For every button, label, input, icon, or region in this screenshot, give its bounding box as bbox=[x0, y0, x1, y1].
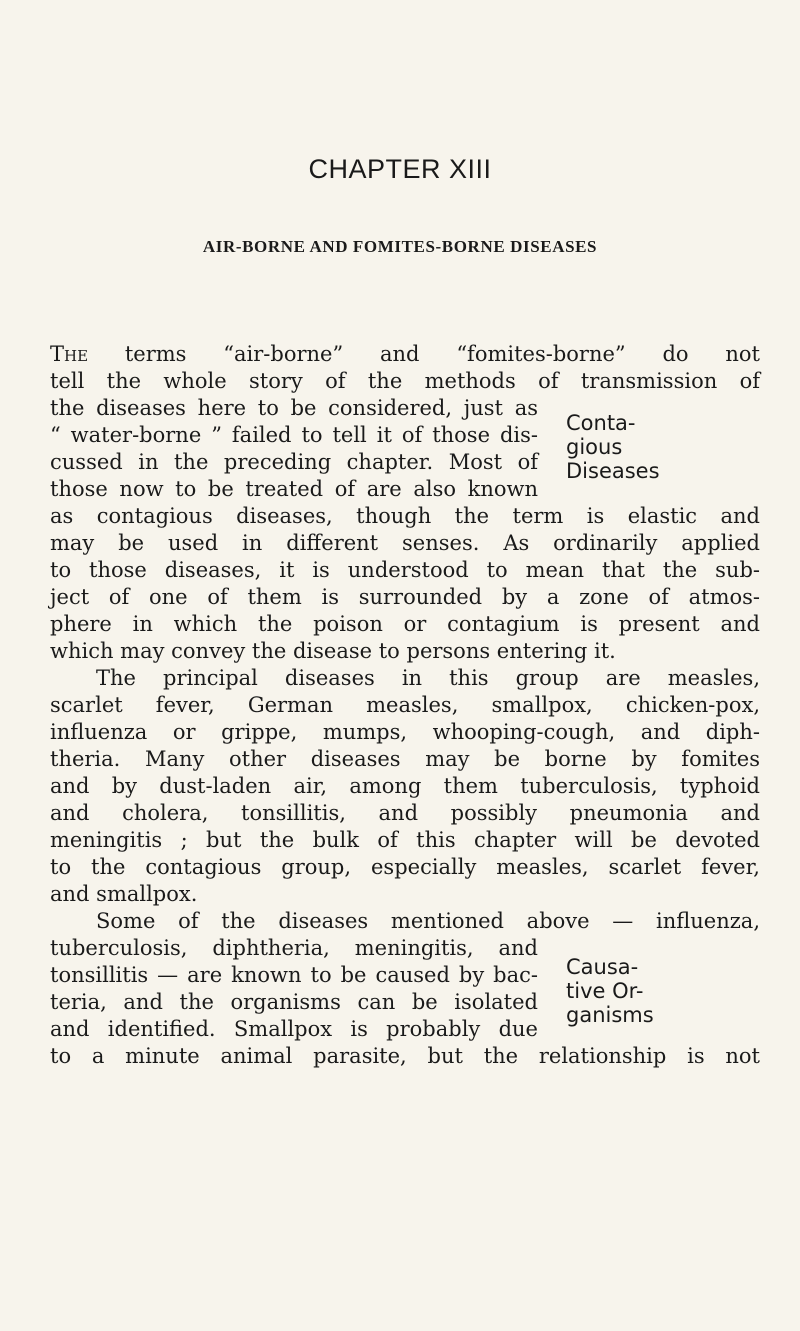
text-line: as contagious diseases, though the term is elastic and bbox=[50, 504, 760, 528]
text-line: Some of the diseases mentioned above — influenza, bbox=[96, 909, 760, 933]
text-line: The principal diseases in this group are measles, bbox=[96, 666, 760, 690]
opening-word: The bbox=[50, 342, 89, 366]
text-line: and identified. Smallpox is probably due bbox=[50, 1017, 538, 1041]
text-line: and by dust-laden air, among them tuberculosis, typhoid bbox=[50, 774, 760, 798]
chapter-title: CHAPTER XIII bbox=[308, 154, 492, 184]
text-line: to those diseases, it is understood to mean that the sub- bbox=[50, 558, 760, 582]
text-line: ject of one of them is surrounded by a zone of atmos- bbox=[50, 585, 760, 609]
text-line: phere in which the poison or contagium is present and bbox=[50, 612, 760, 636]
sidenote-causative-organisms: Causa- tive Or- ganisms bbox=[566, 955, 654, 1027]
text-line: which may convey the disease to persons entering it. bbox=[50, 639, 616, 663]
text-line: the diseases here to be considered, just as bbox=[50, 396, 538, 420]
sidenote-contagious-diseases: Conta- gious Diseases bbox=[566, 411, 660, 483]
text-line: teria, and the organisms can be isolated bbox=[50, 990, 538, 1014]
section-heading: AIR-BORNE AND FOMITES-BORNE DISEASES bbox=[202, 237, 598, 256]
text-line: to a minute animal parasite, but the relationship is not bbox=[50, 1044, 760, 1068]
text-line: tuberculosis, diphtheria, meningitis, and bbox=[50, 936, 538, 960]
text-line: “ water-borne ” failed to tell it of those dis- bbox=[50, 423, 538, 447]
text-line: may be used in different senses. As ordinarily applied bbox=[50, 531, 760, 555]
text-line: tell the whole story of the methods of transmission of bbox=[50, 369, 760, 393]
text-line: theria. Many other diseases may be borne by fomites bbox=[50, 747, 760, 771]
text-line: cussed in the preceding chapter. Most of bbox=[50, 450, 538, 474]
text-line: meningitis ; but the bulk of this chapter will be devoted bbox=[50, 828, 760, 852]
text-line: tonsillitis — are known to be caused by bac- bbox=[50, 963, 538, 987]
text-line: and cholera, tonsillitis, and possibly pneumonia and bbox=[50, 801, 760, 825]
text-line: and smallpox. bbox=[50, 882, 198, 906]
text-line: influenza or grippe, mumps, whooping-cough, and diph- bbox=[50, 720, 760, 744]
text-line: scarlet fever, German measles, smallpox, chicken-pox, bbox=[50, 693, 760, 717]
text-line: to the contagious group, especially measles, scarlet fever, bbox=[50, 855, 760, 879]
text-line: The terms “air-borne” and “fomites-borne” do not bbox=[50, 342, 760, 366]
text-line: those now to be treated of are also known bbox=[50, 477, 538, 501]
